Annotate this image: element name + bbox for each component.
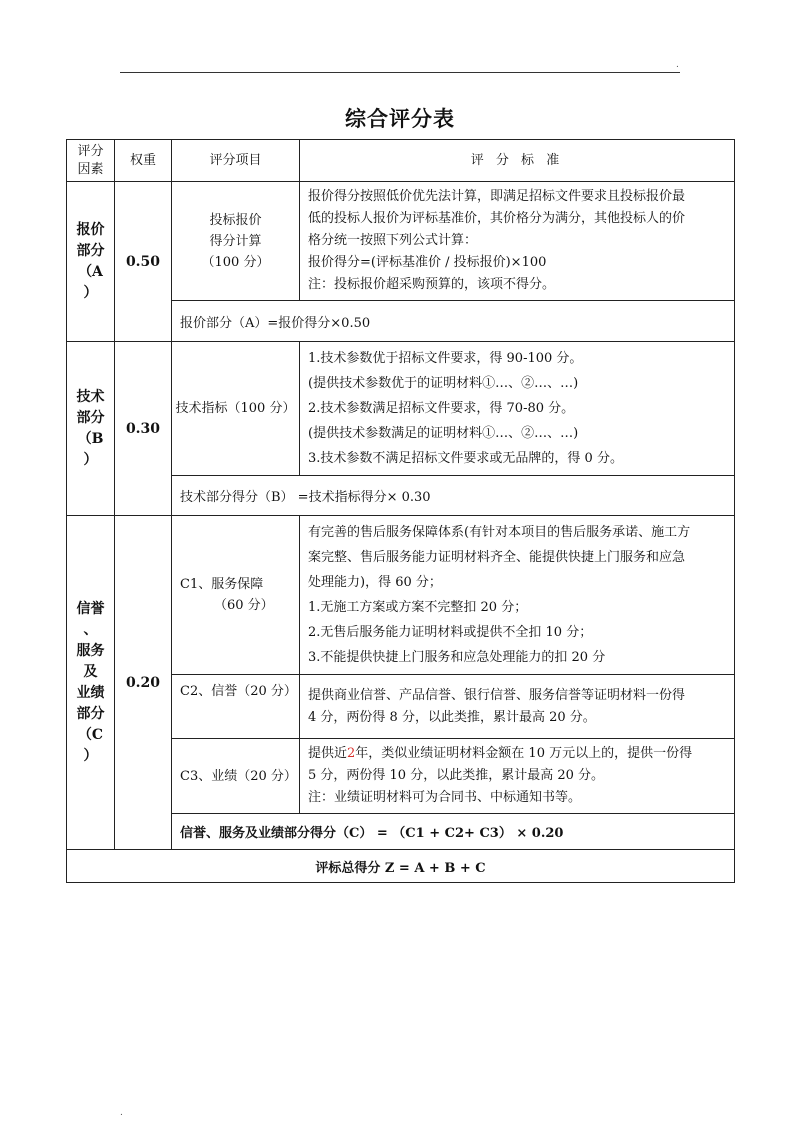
c3-years-highlight: 2 (347, 746, 356, 761)
header-item: 评分项目 (172, 140, 300, 182)
header-standard: 评 分 标 准 (300, 140, 735, 182)
price-standard: 报价得分按照低价优先法计算，即满足招标文件要求且投标报价最 低的投标人报价为评标基准价，其价格分为满分，其他投标人的价 格分统一按照下列公式计算： 报价得分=(评标基准价 / 投标报价)×100 注：投标报价超采购预算的，该项不得分。 (300, 182, 735, 301)
page-title: 综合评分表 (345, 106, 455, 131)
price-item: 投标报价 得分计算 （100 分） (172, 182, 300, 301)
header-dot: . (676, 60, 679, 70)
tech-subtotal: 技术部分得分（B） =技术指标得分× 0.30 (172, 476, 735, 516)
c2-standard: 提供商业信誉、产品信誉、银行信誉、服务信誉等证明材料一份得 4 分，两份得 8 分，以此类推，累计最高 20 分。 (300, 675, 735, 739)
credit-factor: 信誉 、 服务 及 业绩 部分 （C ） (67, 516, 115, 850)
credit-subtotal: 信誉、服务及业绩部分得分（C） = （C1 + C2+ C3） × 0.20 (172, 814, 735, 850)
c3-item: C3、业绩（20 分） (172, 739, 300, 814)
header-rule (120, 72, 680, 73)
c1-item: C1、服务保障 （60 分） (172, 516, 300, 675)
c2-item: C2、信誉（20 分） (172, 675, 300, 739)
scoring-table (66, 139, 735, 883)
tech-weight: 0.30 (115, 342, 172, 516)
total-row (67, 850, 735, 883)
table-header-row (67, 140, 735, 182)
c3-standard: 提供近2年，类似业绩证明材料金额在 10 万元以上的，提供一份得 5 分，两份得 10 分，以此类推，累计最高 20 分。 注：业绩证明材料可为合同书、中标通知书等。 (300, 739, 735, 814)
total-score: 评标总得分 Z = A + B + C (67, 850, 735, 883)
c1-standard: 有完善的售后服务保障体系(有针对本项目的售后服务承诺、施工方 案完整、售后服务能力证明材料齐全、能提供快捷上门服务和应急 处理能力)，得 60 分； 1.无施工方案或方案不完整扣 20 分； 2.无售后服务能力证明材料或提供不全扣 10 分； 3.不能提供快捷上门服务和应急处理能力的扣 20 分 (300, 516, 735, 675)
tech-row (67, 342, 735, 476)
price-row (67, 182, 735, 301)
price-subtotal: 报价部分（A）=报价得分×0.50 (172, 301, 735, 342)
tech-factor: 技术 部分 （B ） (67, 342, 115, 516)
credit-weight: 0.20 (115, 516, 172, 850)
header-weight: 权重 (115, 140, 172, 182)
tech-standard: 1.技术参数优于招标文件要求，得 90-100 分。 (提供技术参数优于的证明材料①…、②…、…) 2.技术参数满足招标文件要求，得 70-80 分。 (提供技术参数满足的证明材料①…、②…、…) 3.技术参数不满足招标文件要求或无品牌的，得 0 分。 (300, 342, 735, 476)
price-factor: 报价 部分 （A ） (67, 182, 115, 342)
credit-c1-row (67, 516, 735, 675)
tech-item: 技术指标（100 分） (172, 342, 300, 476)
price-weight: 0.50 (115, 182, 172, 342)
footer-dot: . (120, 1108, 123, 1118)
header-factor: 评分 因素 (67, 140, 115, 182)
